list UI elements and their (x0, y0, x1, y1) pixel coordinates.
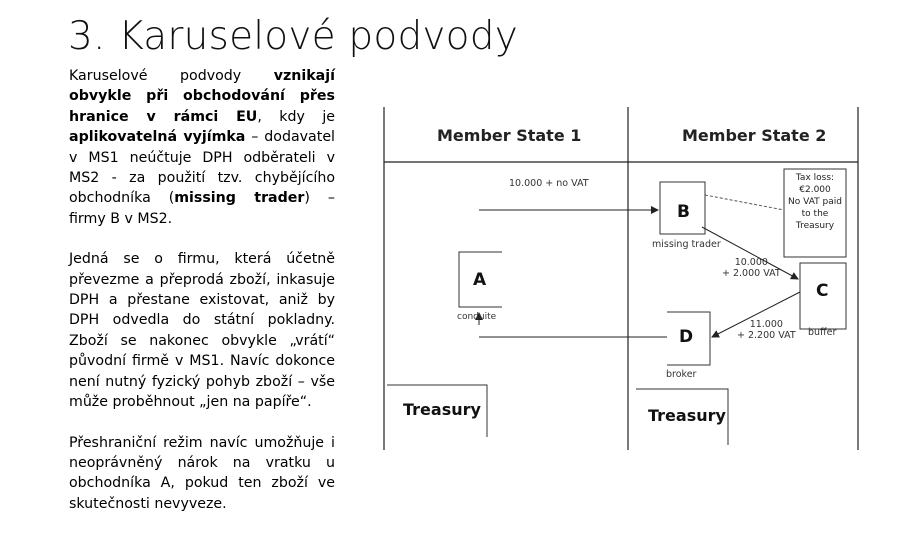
tax-loss-line-3: No VAT paid (788, 197, 842, 207)
node-a: A (473, 270, 487, 290)
tax-loss-line-4: to the (801, 209, 829, 219)
dashed-b-to-tax (705, 195, 784, 210)
node-a-label: conduite (457, 312, 497, 322)
flow-c-to-d-label (737, 319, 796, 341)
p1-bold-3: missing trader (174, 190, 305, 207)
p1-bold-1: vznikají obvykle při obchodování přes hranice v rámci EU (69, 68, 335, 125)
slide-title: 3. Karuselové podvody (68, 14, 518, 59)
flow-b-to-c-vat: + 2.000 VAT (722, 268, 781, 279)
p1-text-2: , kdy je (257, 108, 335, 125)
node-b-label: missing trader (652, 239, 721, 250)
tax-loss-line-5: Treasury (795, 221, 835, 231)
p1-text-1: Karuselové podvody (69, 68, 274, 84)
tax-loss-line-2: €2.000 (799, 185, 831, 195)
treasury-ms1: Treasury (403, 400, 481, 419)
tax-loss-line-1: Tax loss: (795, 173, 835, 183)
header-member-state-1: Member State 1 (437, 126, 582, 145)
body-text (69, 66, 335, 534)
flow-c-to-d-amount: 11.000 (749, 319, 783, 330)
p1-text-3: – dodavatel v MS1 neúčtuje DPH odběrateli v MS2 - za použití tzv. chybějícího obchodníka ( (69, 129, 335, 207)
paragraph-2: Jedná se o firmu, která účetně převezme a přeprodá zboží, inkasuje DPH a přestane existovat, aniž by DPH odvedla do státní pokladny. Zboží se nakonec obvykle „vrátí“ původní firmě v MS1. Navíc dokonce není nutný fyzický pohyb zboží – vše může proběhnout „jen na papíře“. (69, 251, 335, 411)
carousel-fraud-diagram (382, 107, 862, 450)
flow-a-to-b-label: 10.000 + no VAT (509, 178, 589, 189)
node-c: C (816, 281, 829, 301)
node-c-label: buffer (808, 327, 837, 338)
node-b: B (677, 202, 690, 222)
tax-loss-note (787, 172, 843, 232)
diagram-graphics (382, 107, 862, 450)
paragraph-1 (69, 66, 335, 229)
node-d-label: broker (666, 369, 697, 380)
p1-text-4: ) – firmy B v MS2. (69, 190, 335, 227)
header-member-state-2: Member State 2 (682, 126, 827, 145)
flow-c-to-d-vat: + 2.200 VAT (737, 330, 796, 341)
p1-bold-2: aplikovatelná vyjímka (69, 129, 246, 146)
paragraph-3: Přeshraniční režim navíc umožňuje i neoprávněný nárok na vratku u obchodníka A, pokud ten zboží ve skutečnosti nevyveze. (69, 434, 335, 512)
node-d: D (679, 327, 694, 347)
flow-b-to-c-label (722, 257, 781, 279)
treasury-ms2: Treasury (648, 406, 726, 425)
flow-b-to-c-amount: 10.000 (734, 257, 768, 268)
